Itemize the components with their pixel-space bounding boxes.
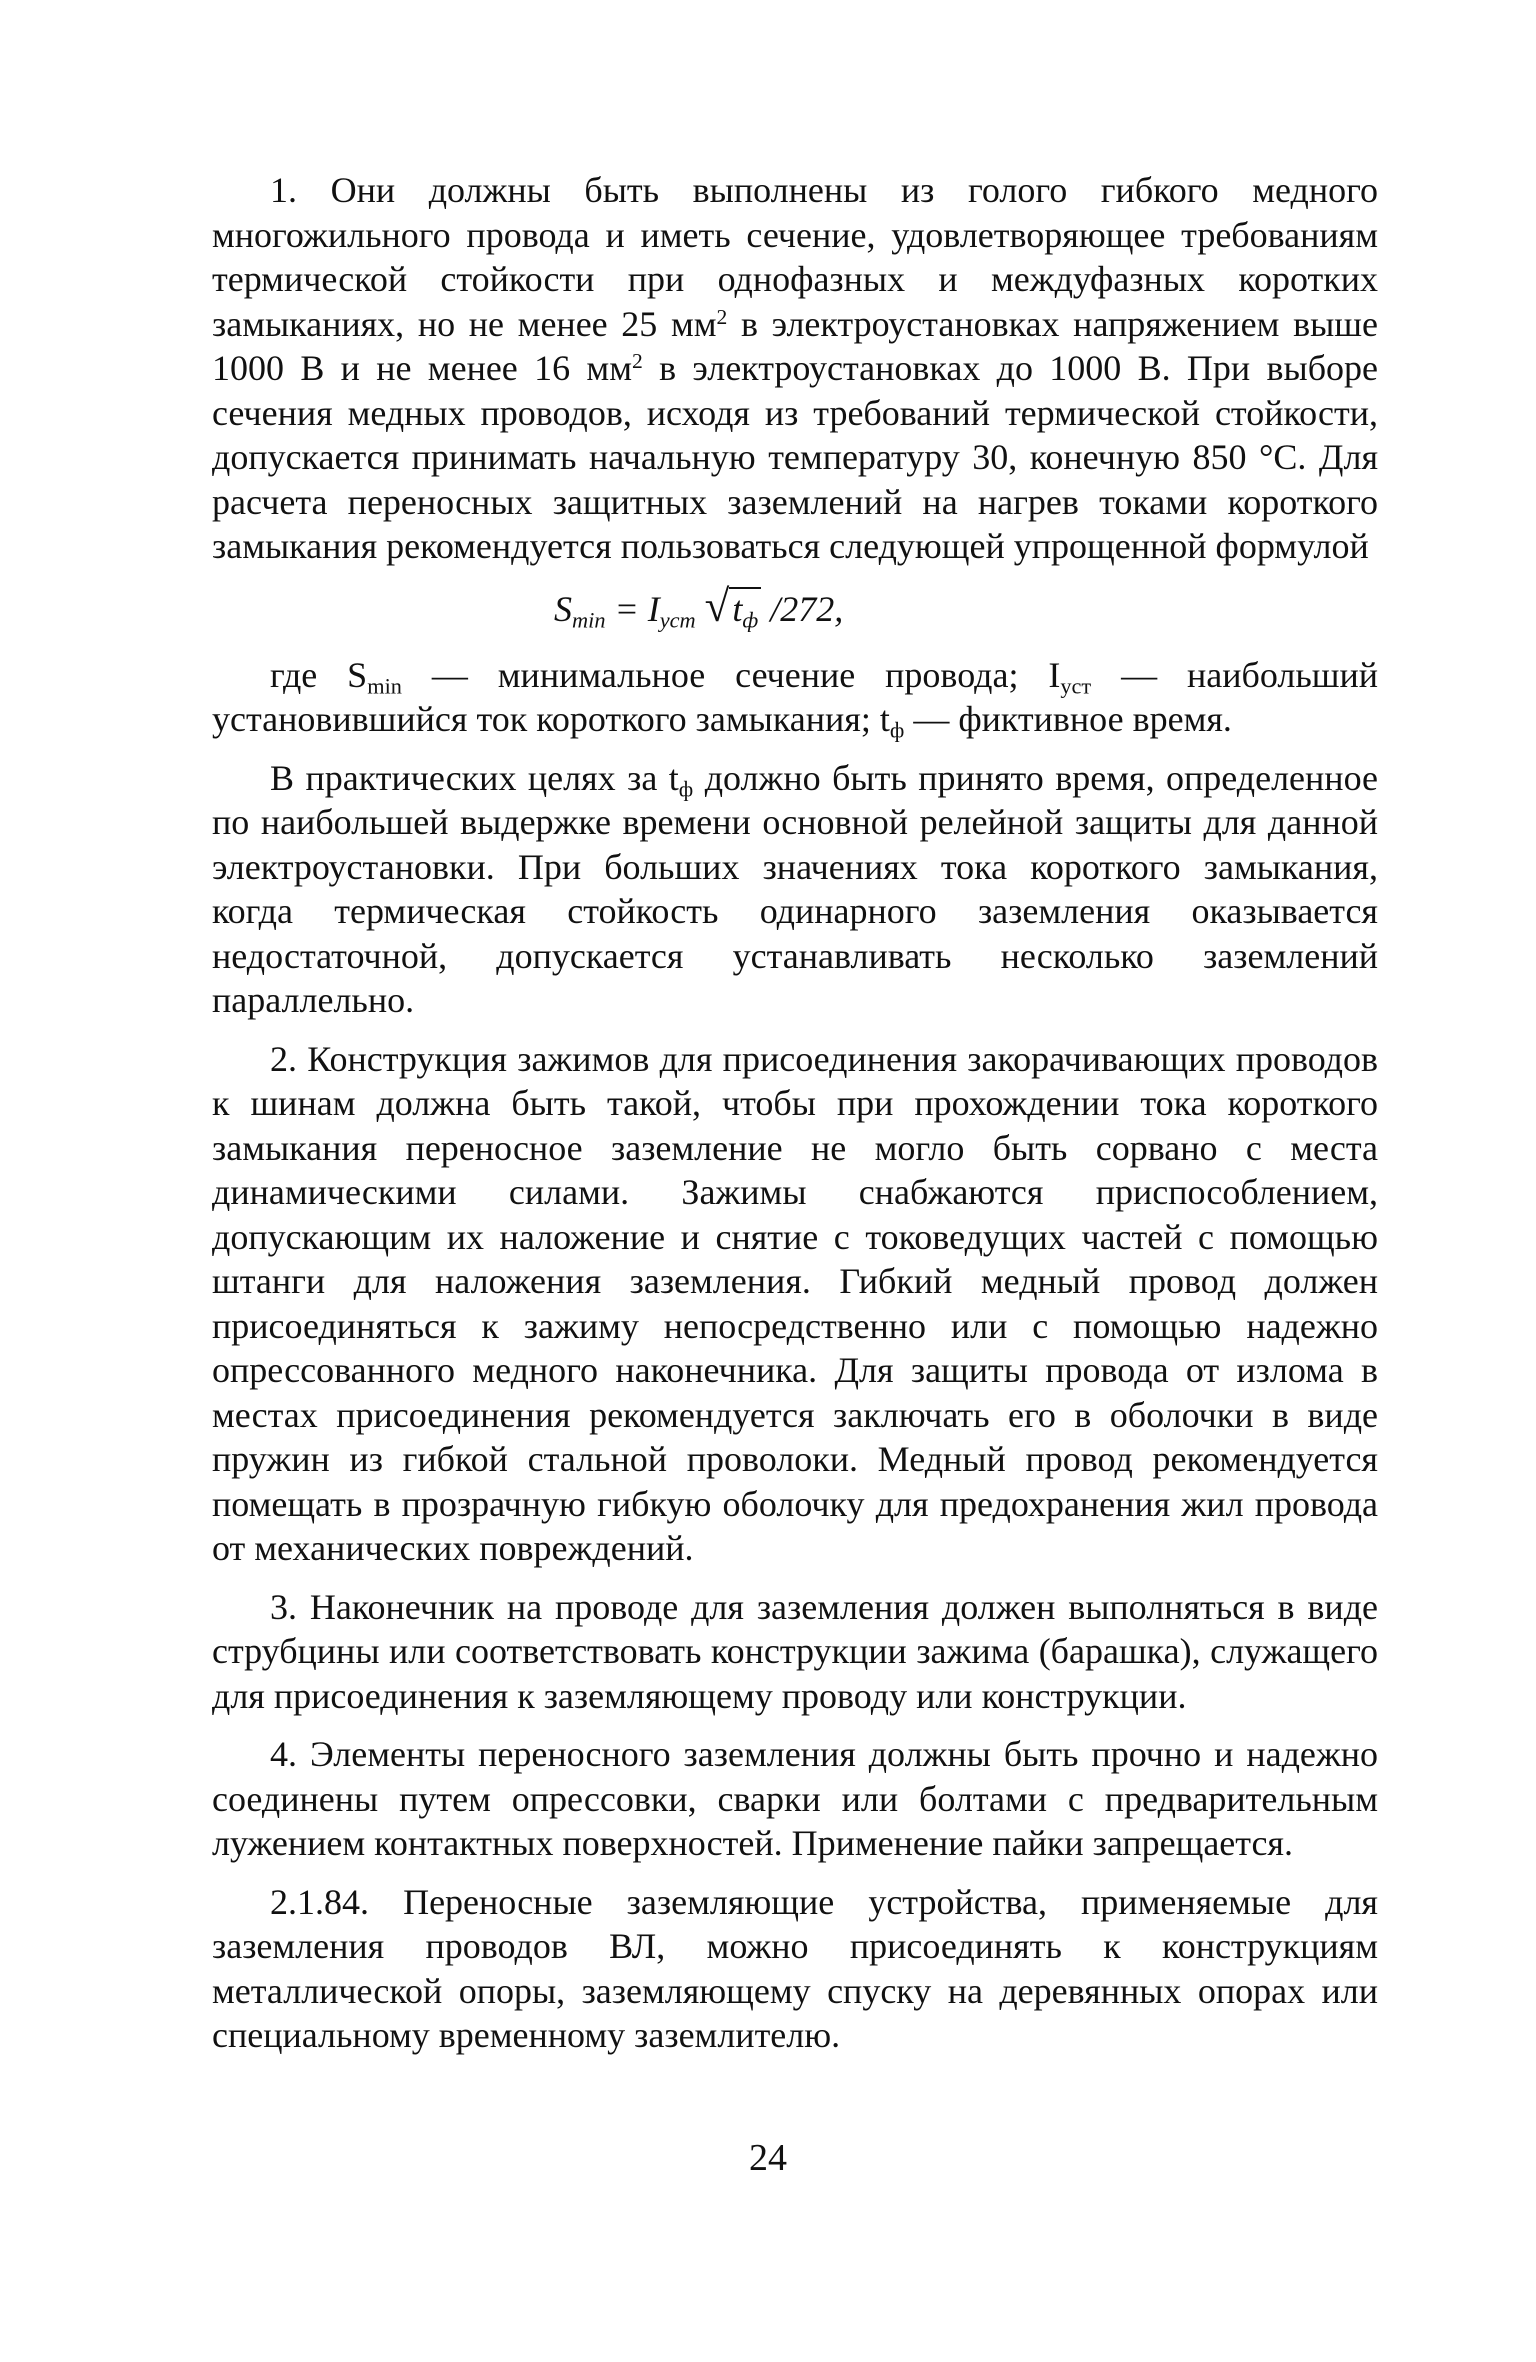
paragraph-2-1-84: 2.1.84. Переносные заземляющие устройства, применяемые для заземления проводов ВЛ, можно присоединять к конструкциям металлической опоры, заземляющему спуску на деревянных опорах или специальному временному заземлителю.	[212, 1881, 1378, 2055]
page-number: 24	[749, 2137, 787, 2179]
superscript-squared: 2	[716, 304, 728, 329]
document-page	[212, 168, 1378, 2058]
paragraph-item-3: 3. Наконечник на проводе для заземления должен выполняться в виде струбцины или соответствовать конструкции зажима (барашка), служащего для присоединения к заземляющему проводу или конструкции.	[212, 1586, 1378, 1716]
radical-sign-icon: √	[704, 580, 730, 631]
paragraph-definitions: где $S_{min}$ — минимальное сечение провода; $I_{уст}$ — наибольший установившийся ток короткого замыкания; $t_ф$ — фиктивное время.	[212, 654, 1378, 743]
superscript-squared: 2	[632, 349, 643, 374]
paragraph-item-2: 2. Конструкция зажимов для присоединения закорачивающих проводов к шинам должна быть такой, чтобы при прохождении тока короткого замыкания переносное заземление не могло быть сорвано с места динамическими силами. Зажимы снабжаются приспособлением, допускающим их наложение и снятие с токоведущих частей с помощью штанги для наложения заземления. Гибкий медный провод должен присоединяться к зажиму непосредственно или с помощью надежно опрессованного медного наконечника. Для защиты провода от излома в местах присоединения рекомендуется заключать его в оболочки в виде пружин из гибкой стальной проволоки. Медный провод рекомендуется помещать в прозрачную гибкую оболочку для предохранения жил провода от механических повреждений.	[212, 1038, 1378, 1568]
formula-smin: $S_{min} = I_{уст}$ $√t_ф$ /272,	[554, 580, 844, 633]
paragraph-item-4: 4. Элементы переносного заземления должны быть прочно и надежно соединены путем опрессовки, сварки или болтами с предварительным лужением контактных поверхностей. Применение пайки запрещается.	[212, 1734, 1378, 1863]
radicand: $t_ф$	[729, 587, 761, 629]
paragraph-item-1: 1. Они должны быть выполнены из голого гибкого медного многожильного провода и иметь сечение, удовлетворяющее требованиям термической стойкости при однофазных и междуфазных коротких замыканиях, но не менее 25 $мм^2$ в электроустановках напряжением выше 1000 В и не менее 16 $мм^2$ в электроустановках до 1000 В. При выборе сечения медных проводов, исходя из требований термической стойкости, допускается принимать начальную температуру 30, конечную 850 °С. Для расчета переносных защитных заземлений на нагрев токами короткого замыкания рекомендуется пользоваться следующей упрощенной формулой	[212, 170, 1378, 566]
paragraph-practical: В практических целях за $t_ф$ должно быть принято время, определенное по наибольшей выдержке времени основной релейной защиты для данной электроустановки. При больших значениях тока короткого замыкания, когда термическая стойкость одинарного заземления оказывается недостаточной, допускается устанавливать несколько заземлений параллельно.	[212, 757, 1378, 1020]
